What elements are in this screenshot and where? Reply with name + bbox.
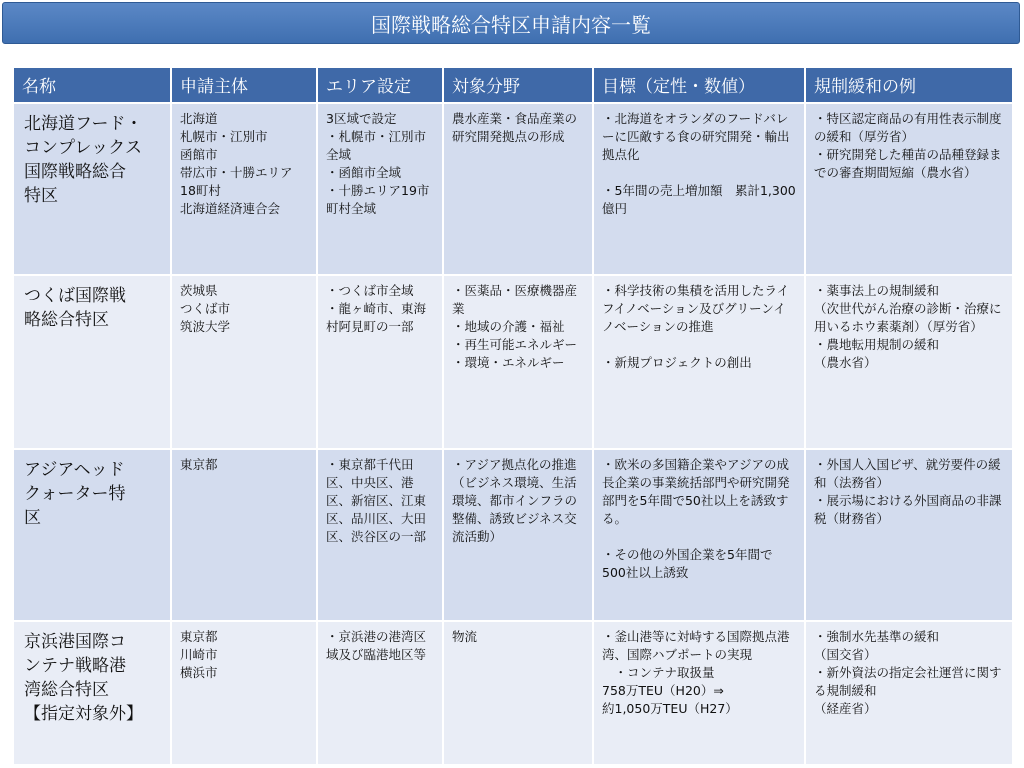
cell-goal: ・釜山港等に対峙する国際拠点港湾、国際ハブポートの実現 ・コンテナ取扱量 758万TEU（H20）⇒ 約1,050万TEU（H27）	[593, 621, 805, 765]
zone-application-table	[12, 66, 1014, 766]
header-deregulation: 規制緩和の例	[805, 67, 1013, 103]
cell-applicant: 東京都	[171, 449, 317, 621]
cell-area: 3区域で設定 ・札幌市・江別市全域 ・函館市全域 ・十勝エリア19市町村全域	[317, 103, 443, 275]
cell-deregulation: ・特区認定商品の有用性表示制度の緩和（厚労省） ・研究開発した種苗の品種登録までの審査期間短縮（農水省）	[805, 103, 1013, 275]
header-name: 名称	[13, 67, 171, 103]
header-field: 対象分野	[443, 67, 593, 103]
table-header-row	[13, 67, 1013, 103]
table-row	[13, 449, 1013, 621]
cell-goal: ・北海道をオランダのフードバレーに匹敵する食の研究開発・輸出拠点化 ・5年間の売上増加額 累計1,300億円	[593, 103, 805, 275]
cell-goal: ・科学技術の集積を活用したライフイノベーション及びグリーンイノベーションの推進 ・新規プロジェクトの創出	[593, 275, 805, 449]
header-goal: 目標（定性・数値）	[593, 67, 805, 103]
header-area: エリア設定	[317, 67, 443, 103]
table-row	[13, 103, 1013, 275]
cell-name: 北海道フード・ コンプレックス 国際戦略総合 特区	[13, 103, 171, 275]
cell-area: ・つくば市全域 ・龍ヶ崎市、東海村阿見町の一部	[317, 275, 443, 449]
cell-field: ・医薬品・医療機器産業 ・地域の介護・福祉 ・再生可能エネルギー ・環境・エネルギー	[443, 275, 593, 449]
cell-deregulation: ・外国人入国ビザ、就労要件の緩和（法務省） ・展示場における外国商品の非課税（財務省）	[805, 449, 1013, 621]
cell-name: アジアヘッド クォーター特 区	[13, 449, 171, 621]
cell-applicant: 茨城県 つくば市 筑波大学	[171, 275, 317, 449]
cell-field: 農水産業・食品産業の研究開発拠点の形成	[443, 103, 593, 275]
table-row	[13, 621, 1013, 765]
cell-deregulation: ・強制水先基準の緩和 （国交省） ・新外資法の指定会社運営に関する規制緩和 （経産省）	[805, 621, 1013, 765]
header-applicant: 申請主体	[171, 67, 317, 103]
cell-name: 京浜港国際コ ンテナ戦略港 湾総合特区 【指定対象外】	[13, 621, 171, 765]
cell-name: つくば国際戦 略総合特区	[13, 275, 171, 449]
cell-field: ・アジア拠点化の推進 （ビジネス環境、生活環境、都市インフラの整備、誘致ビジネス交流活動）	[443, 449, 593, 621]
cell-goal: ・欧米の多国籍企業やアジアの成長企業の事業統括部門や研究開発部門を5年間で50社以上を誘致する。 ・その他の外国企業を5年間で500社以上誘致	[593, 449, 805, 621]
cell-field: 物流	[443, 621, 593, 765]
table-row	[13, 275, 1013, 449]
cell-area: ・京浜港の港湾区域及び臨港地区等	[317, 621, 443, 765]
cell-area: ・東京都千代田区、中央区、港区、新宿区、江東区、品川区、大田区、渋谷区の一部	[317, 449, 443, 621]
cell-applicant: 北海道 札幌市・江別市 函館市 帯広市・十勝エリア18町村 北海道経済連合会	[171, 103, 317, 275]
page-title: 国際戦略総合特区申請内容一覧	[2, 2, 1020, 44]
cell-deregulation: ・薬事法上の規制緩和 （次世代がん治療の診断・治療に用いるホウ素薬剤）（厚労省） ・農地転用規制の緩和 （農水省）	[805, 275, 1013, 449]
cell-applicant: 東京都 川崎市 横浜市	[171, 621, 317, 765]
